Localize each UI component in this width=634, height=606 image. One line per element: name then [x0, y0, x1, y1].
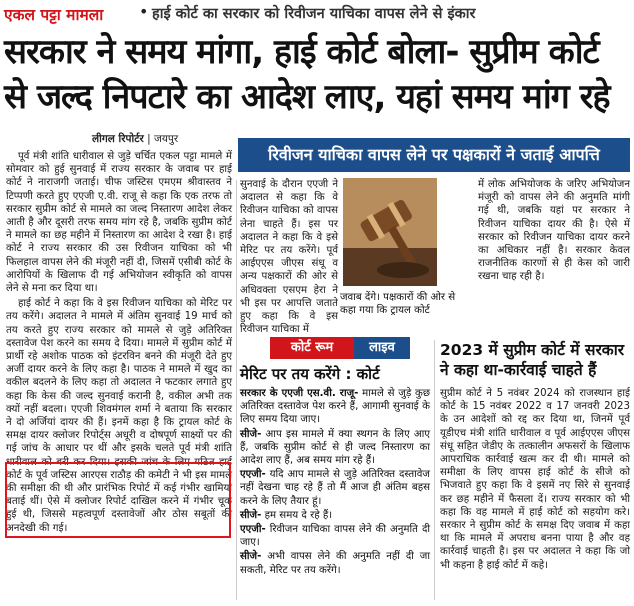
col1-paragraph-2: हाई कोर्ट ने कहा कि वे इस रिवीजन याचिका को मेरिट पर तय करेंगे। अदालत ने मामले में अंतिम सुनवाई 19 मार्च को तय करते हुए राज्य सरकार को मामले से जुड़े अतिरिक्त दस्तावेज पेश करने का समय दे दिया। मामले में सुप्रीम कोर्ट में प्रार्थी रहे अशोक पाठक को इंटरविन बनने की मंजूरी देते हुए अर्जी दायर करने के लिए कहा है। पाठक ने मामले में खुद का वकील बदलने के लिए कहा तो अदालत ने फटकार लगाते हुए कहा कि केस की जल्द सुनवाई करानी है, वकील अभी तक क्यों नहीं बदला। एएजी शिवमंगल शर्मा ने बताया कि सरकार ने दो अर्जियां दायर की हैं। इनमें कहा है कि ट्रायल कोर्ट के समक्ष दायर क्लोजर रिपोर्ट्स अधूरी व दोषपूर्ण साक्ष्यों पर की गई जांच के आधार पर थीं और इसके चलते पूर्व मंत्री शांति धारीवाल को बरी कर दिया। इसकी जांच के लिए गठित हाई कोर्ट के पूर्व जस्टिस आरएस राठौड़ की कमेटी ने भी इस मामले की समीक्षा की थी और प्रारंभिक रिपोर्ट में कई गंभीर खामियां बताई थीं। ऐसे में क्लोजर रिपोर्ट दाखिल करने में गंभीर चूक हुई थी, जिससे महत्वपूर्ण दस्तावेजों और ठोस सबूतों की अनदेखी की गई।: [6, 298, 232, 534]
live-label: लाइव: [354, 337, 410, 359]
column-3: [478, 178, 630, 286]
court-room-live-badge: [270, 337, 410, 359]
qa-text: आप इस मामले में क्या स्थगन के लिए आए हैं, जबकि सुप्रीम कोर्ट से ही जल्द निस्तारण का आदेश लाए हैं, अब समय मांग रहे हैं।: [240, 428, 430, 467]
image-adjacent-text: जवाब देंगे। पक्षकारों की ओर से कहा गया कि ट्रायल कोर्ट: [340, 292, 456, 316]
kicker-label: एकल पट्टा मामला: [4, 6, 104, 24]
qa-speaker: सरकार के एएजी एस.वी. राजू-: [240, 388, 359, 399]
qa-speaker: सीजे-: [240, 551, 262, 563]
merit-qa: [240, 387, 430, 578]
byline-city: जयपुर: [154, 133, 179, 145]
column-divider-2: [434, 340, 435, 600]
qa-text: मामले से जुड़े कुछ अतिरिक्त दस्तावेज पेश करने हैं, आगामी सुनवाई के लिए समय दिया जाए।: [240, 388, 430, 426]
byline-separator: |: [143, 133, 155, 145]
merit-heading: मेरिट पर तय करेंगे : कोर्ट: [240, 365, 380, 383]
col1-paragraph-1: पूर्व मंत्री शांति धारीवाल से जुड़े चर्चित एकल पट्टा मामले में सोमवार को हुई सुनवाई में राज्य सरकार के जवाब पर हाई कोर्ट ने नाराजगी जताई। चीफ जस्टिस एमएम श्रीवास्तव ने टिप्पणी करते हुए एएजी ए.वी. राजू से कहा कि एक तरफ तो सरकार सुप्रीम कोर्ट से मामले का जल्द निस्तारण आदेश लेकर आती है और दूसरी तरफ समय मांग रहे है, जबकि सुप्रीम कोर्ट ने मामले का छह महीने में निस्तारण का आदेश दे रखा है। हाई कोर्ट ने राज्य सरकार की उस रिवीजन याचिका को भी फिलहाल वापस लेने की मंजूरी नहीं दी, जिसमें एसीबी कोर्ट के आरोपियों के खिलाफ दी गई अभियोजन स्वीकृति को वापस लेने से मना कर दिया था।: [6, 151, 232, 295]
sc2023-heading-line-1: 2023 में सुप्रीम कोर्ट में सरकार: [440, 341, 625, 359]
kicker-text: हाई कोर्ट का सरकार को रिवीजन याचिका वापस लेने से इंकार: [152, 6, 476, 22]
qa-item: [240, 468, 430, 508]
qa-item: [240, 523, 430, 549]
qa-text: रिवीजन याचिका वापस लेने की अनुमति दी जाए।: [240, 524, 430, 549]
highlight-box: [5, 462, 231, 538]
qa-item: [240, 428, 430, 468]
qa-item: [240, 387, 430, 427]
sc2023-heading: [440, 340, 624, 380]
column-2: [240, 178, 338, 338]
sc2023-paragraph: सुप्रीम कोर्ट ने 5 नवंबर 2024 को राजस्थान हाई कोर्ट के 15 नवंबर 2022 व 17 जनवरी 2023 के उन आदेशों को रद्द कर दिया था, जिनमें पूर्व यूडीएच मंत्री शांति धारीवाल व पूर्व आईएएस जीएस संधू सहित जेडीए के तत्कालीन अफसरों के खिलाफ आपराधिक कार्रवाई खत्म कर दी थी। मामले को समीक्षा के लिए वापस हाई कोर्ट के सीजे को भिजवाते हुए कहा कि वे इसमें नए सिरे से सुनवाई कर छह महीने में फैसला दें। राज्य सरकार को भी कहा कि वह मामले में हाई कोर्ट को सहयोग करे। सरकार ने सुप्रीम कोर्ट के समक्ष दिए जवाब में कहा था कि मामले में अपराध बनना पाया है और वह कार्रवाई चाहती है। इस पर अदालत ने कहा कि जो भी कहना है हाई कोर्ट में कहे।: [440, 388, 630, 571]
headline-line-1: सरकार ने समय मांगा, हाई कोर्ट बोला- सुप्रीम कोर्ट: [4, 32, 599, 72]
qa-speaker: सीजे-: [240, 509, 262, 521]
column-divider-1: [236, 180, 237, 600]
kicker-dot: •: [139, 2, 149, 21]
gavel-image: [343, 178, 437, 286]
headline-line-2: से जल्द निपटारे का आदेश लाए, यहां समय मांग रहे: [4, 77, 610, 117]
col3-paragraph-1: में लोक अभियोजक के जरिए अभियोजन मंजूरी को वापस लेने की अनुमति मांगी गई थी, जबकि यहां पर सरकार ने रिवीजन याचिका दायर की है। ऐसे में सरकार को रिवीजन याचिका दायर करने का अधिकार नहीं है। सरकार केवल राजनीतिक कारणों से ही केस को जारी रखना चाह रही है।: [478, 179, 630, 283]
qa-speaker: एएजी-: [240, 524, 266, 536]
qa-speaker: सीजे-: [240, 428, 262, 440]
court-room-label: कोर्ट रूम: [270, 337, 354, 359]
sc2023-body: [440, 387, 630, 574]
qa-text: हम समय दे रहे हैं।: [264, 509, 333, 521]
qa-text: यदि आप मामले से जुड़े अतिरिक्त दस्तावेज नहीं देखना चाह रहे हैं तो मैं आज ही अंतिम बहस करने के लिए तैयार हूं।: [240, 469, 430, 507]
col2-paragraph-1: सुनवाई के दौरान एएजी ने अदालत से कहा कि वे रिवीजन याचिका को वापस लेना चाहते हैं। इस पर अदालत ने कहा कि वे इसे मेरिट पर तय करेंगे। पूर्व आईएएस जीएस संधू व अन्य पक्षकारों की ओर से अधिवक्ता एसएम हेरा ने भी इस पर आपत्ति जताते हुए कहा कि वे इस रिवीजन याचिका में: [240, 179, 338, 336]
byline: [92, 132, 178, 146]
qa-speaker: एएजी-: [240, 469, 266, 481]
qa-item: [240, 550, 430, 576]
byline-author: लीगल रिपोर्टर: [92, 133, 144, 145]
section-band: रिवीजन याचिका वापस लेने पर पक्षकारों ने जताई आपत्ति: [238, 138, 630, 172]
sc2023-heading-line-2: ने कहा था-कार्रवाई चाहते हैं: [440, 361, 597, 379]
qa-text: अभी वापस लेने की अनुमति नहीं दी जा सकती, मेरिट पर तय करेंगे।: [240, 551, 430, 576]
qa-item: [240, 509, 430, 522]
